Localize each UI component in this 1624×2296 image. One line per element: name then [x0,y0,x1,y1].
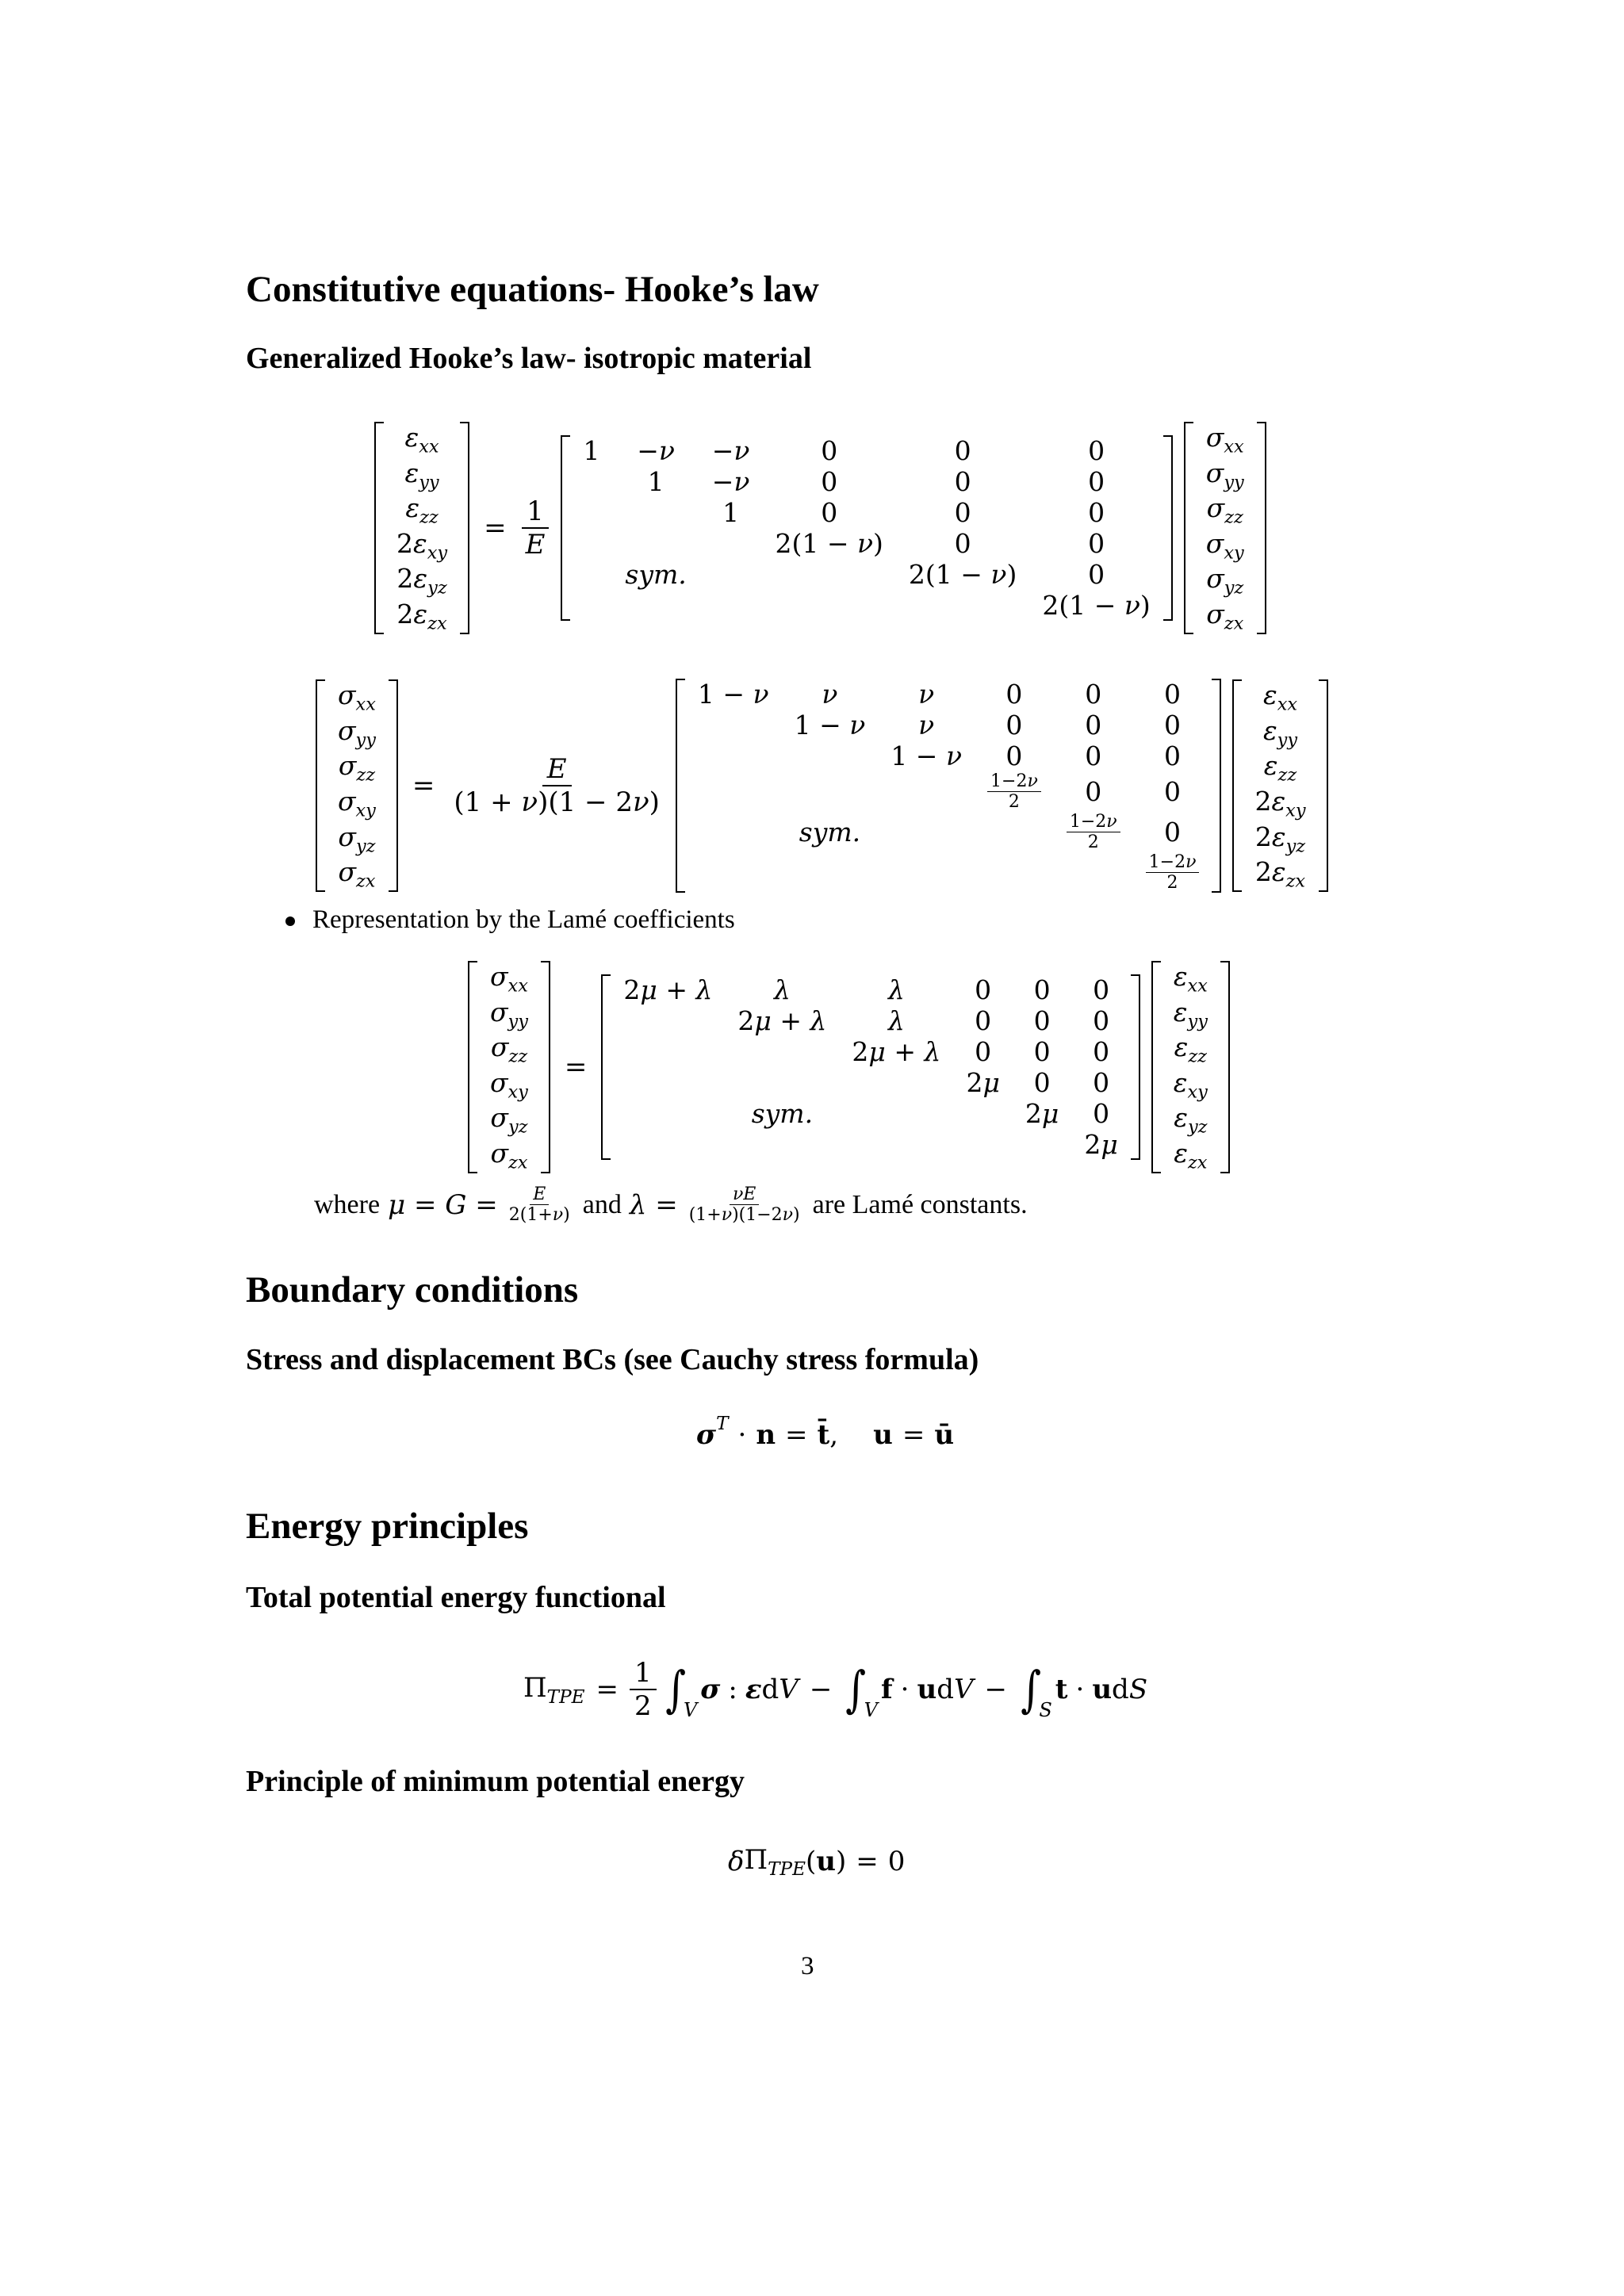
sym-label-3: sym. [751,1097,814,1129]
compliance-matrix: 1 −ν −ν 0 0 0 1 −ν 0 0 0 1 0 0 0 2(1 − ν) 0 0 sym. 2(1 − ν) 0 2(1 − ν) [561,435,1172,621]
tpe-functional-equation: $\Pi_{TPE}$ = $\frac{1}{2}$ ∫ V σ : ε d V − ∫ V f · u d V − ∫ S t · u d S [523,1657,1148,1722]
lame-matrix: 2μ + λ λ λ 0 0 0 2μ + λ λ 0 0 0 2μ + λ 0 0 0 2μ 0 0 sym. 2μ 0 2μ [601,974,1139,1160]
stiffness-equation: $\sigma_{xx}$ $\sigma_{yy}$ $\sigma_{zz}$ $\sigma_{xy}$ $\sigma_{yz}$ $\sigma_{zx}$ = $\frac{E}{(1 + \nu)(1 - 2\nu)}$ 1 − ν ν ν 0 0 0 1 − ν ν 0 0 0 1 − ν 0 0 0 $\frac{1-2\nu}{2}$ 0 0 sym. $\frac{1-2\nu}{2}$ 0 $\frac{1-2\nu}{2}$ $\varepsilon_{xx}$ $\varepsilon_{yy}$ $\varepsilon_{zz}$ $2\varepsilon_{xy}$ $2\varepsilon_{yz}$ $2\varepsilon_{zx}$ [316,679,1328,893]
compliance-equation: $\varepsilon_{xx}$ $\varepsilon_{yy}$ $\varepsilon_{zz}$ $2\varepsilon_{xy}$ $2\varepsilon_{yz}$ $2\varepsilon_{zx}$ = $\frac{1}{E}$ 1 −ν −ν 0 0 0 1 −ν 0 0 0 1 0 0 0 2(1 − ν) 0 0 sym. 2(1 − ν) 0 2(1 − ν) $\sigma_{xx}$ $\sigma_{yy}$ $\sigma_{zz}$ $\sigma_{xy}$ $\sigma_{yz}$ $\sigma_{zx}$ [374,422,1266,634]
stress-vector-3: $\sigma_{xx}$ $\sigma_{yy}$ $\sigma_{zz}$ $\sigma_{xy}$ $\sigma_{yz}$ $\sigma_{zx}$ [468,961,550,1173]
subsection-title-minimum-energy: Principle of minimum potential energy [246,1765,745,1798]
sym-label: sym. [625,558,687,590]
section-title-boundary: Boundary conditions [246,1269,579,1311]
boundary-condition-equation: σ $^T$ · n = t̄ , u = ū [696,1414,955,1451]
bullet-icon [285,916,295,926]
word-where: where [314,1189,381,1219]
section-title-constitutive: Constitutive equations- Hooke’s law [246,269,819,310]
bullet-lame [285,905,735,935]
subsection-title-tpe: Total potential energy functional [246,1581,666,1614]
bullet-text: Representation by the Lamé coefficients [312,905,735,934]
minimum-principle-equation: δ $\Pi_{TPE}$ ( u ) = 0 [728,1844,906,1880]
section-title-energy: Energy principles [246,1506,529,1547]
strain-vector: $\varepsilon_{xx}$ $\varepsilon_{yy}$ $\varepsilon_{zz}$ $2\varepsilon_{xy}$ $2\varepsilon_{yz}$ $2\varepsilon_{zx}$ [374,422,469,634]
stiffness-matrix: 1 − ν ν ν 0 0 0 1 − ν ν 0 0 0 1 − ν 0 0 0 $\frac{1-2\nu}{2}$ 0 0 sym. $\frac{1-2\nu}{2}$ 0 $\frac{1-2\nu}{2}$ [676,679,1222,893]
page-number: 3 [801,1952,814,1980]
stress-vector-2: $\sigma_{xx}$ $\sigma_{yy}$ $\sigma_{zz}$ $\sigma_{xy}$ $\sigma_{yz}$ $\sigma_{zx}$ [316,679,398,892]
subsection-title-stress-displacement: Stress and displacement BCs (see Cauchy stress formula) [246,1343,979,1376]
word-and: and [582,1189,622,1219]
strain-vector-2: $\varepsilon_{xx}$ $\varepsilon_{yy}$ $\varepsilon_{zz}$ $2\varepsilon_{xy}$ $2\varepsilon_{yz}$ $2\varepsilon_{zx}$ [1232,679,1327,892]
stress-vector: $\sigma_{xx}$ $\sigma_{yy}$ $\sigma_{zz}$ $\sigma_{xy}$ $\sigma_{yz}$ $\sigma_{zx}$ [1184,422,1266,634]
word-are: are Lamé constants. [812,1189,1028,1219]
strain-vector-3: $\varepsilon_{xx}$ $\varepsilon_{yy}$ $\varepsilon_{zz}$ $\varepsilon_{xy}$ $\varepsilon_{yz}$ $\varepsilon_{zx}$ [1151,961,1230,1173]
lame-constants-sentence: where μ = G = $\frac{E}{2(1+\nu)}$ and λ = $\frac{\nu E}{(1+\nu)(1-2\nu)}$ are Lamé constants. [314,1184,1028,1225]
subsection-title-generalized: Generalized Hooke’s law- isotropic material [246,342,812,375]
lame-equation: $\sigma_{xx}$ $\sigma_{yy}$ $\sigma_{zz}$ $\sigma_{xy}$ $\sigma_{yz}$ $\sigma_{zx}$ = 2μ + λ λ λ 0 0 0 2μ + λ λ 0 0 0 2μ + λ 0 0 0 2μ 0 0 sym. 2μ 0 2μ $\varepsilon_{xx}$ $\varepsilon_{yy}$ $\varepsilon_{zz}$ $\varepsilon_{xy}$ $\varepsilon_{yz}$ $\varepsilon_{zx}$ [468,961,1230,1173]
sym-label-2: sym. [799,817,861,848]
